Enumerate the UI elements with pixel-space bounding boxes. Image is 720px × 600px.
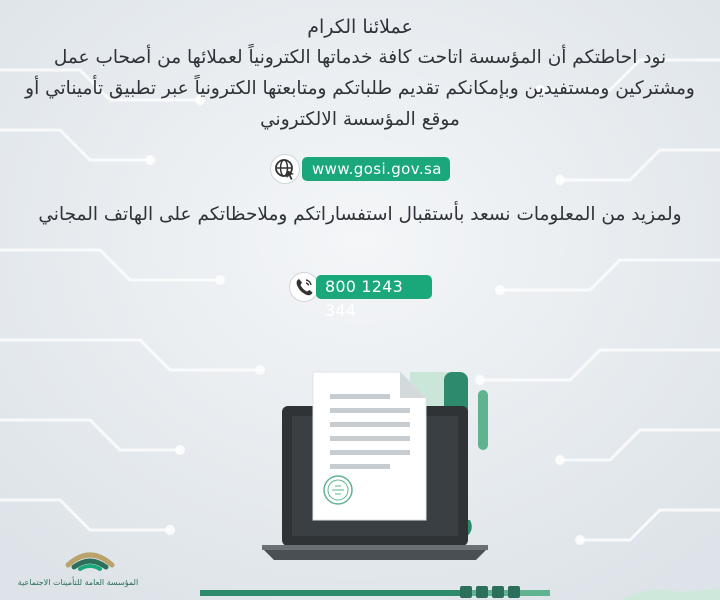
contact-paragraph: ولمزيد من المعلومات نسعد بأستقبال استفساراتكم وملاحظاتكم على الهاتف المجاني: [38, 204, 682, 225]
logo-caption: المؤسسة العامة للتأمينات الاجتماعية: [17, 578, 139, 587]
greeting-heading: عملائنا الكرام: [307, 16, 413, 38]
phone-number-text: 800 1243 344: [325, 277, 403, 320]
gosi-logo-icon: [60, 545, 120, 579]
intro-paragraph: نود احاطتكم أن المؤسسة اتاحت كافة خدماتها الكترونياً لعملائها من أصحاب عمل ومشتركين ومستفيدين وبإمكانكم تقديم طلباتكم ومتابعتها الكترونياً عبر تطبيق تأميناتي أو موقع المؤسسة الالكتروني: [25, 47, 695, 130]
footer-bar: [180, 584, 720, 600]
website-text: www.gosi.gov.sa: [312, 160, 442, 178]
